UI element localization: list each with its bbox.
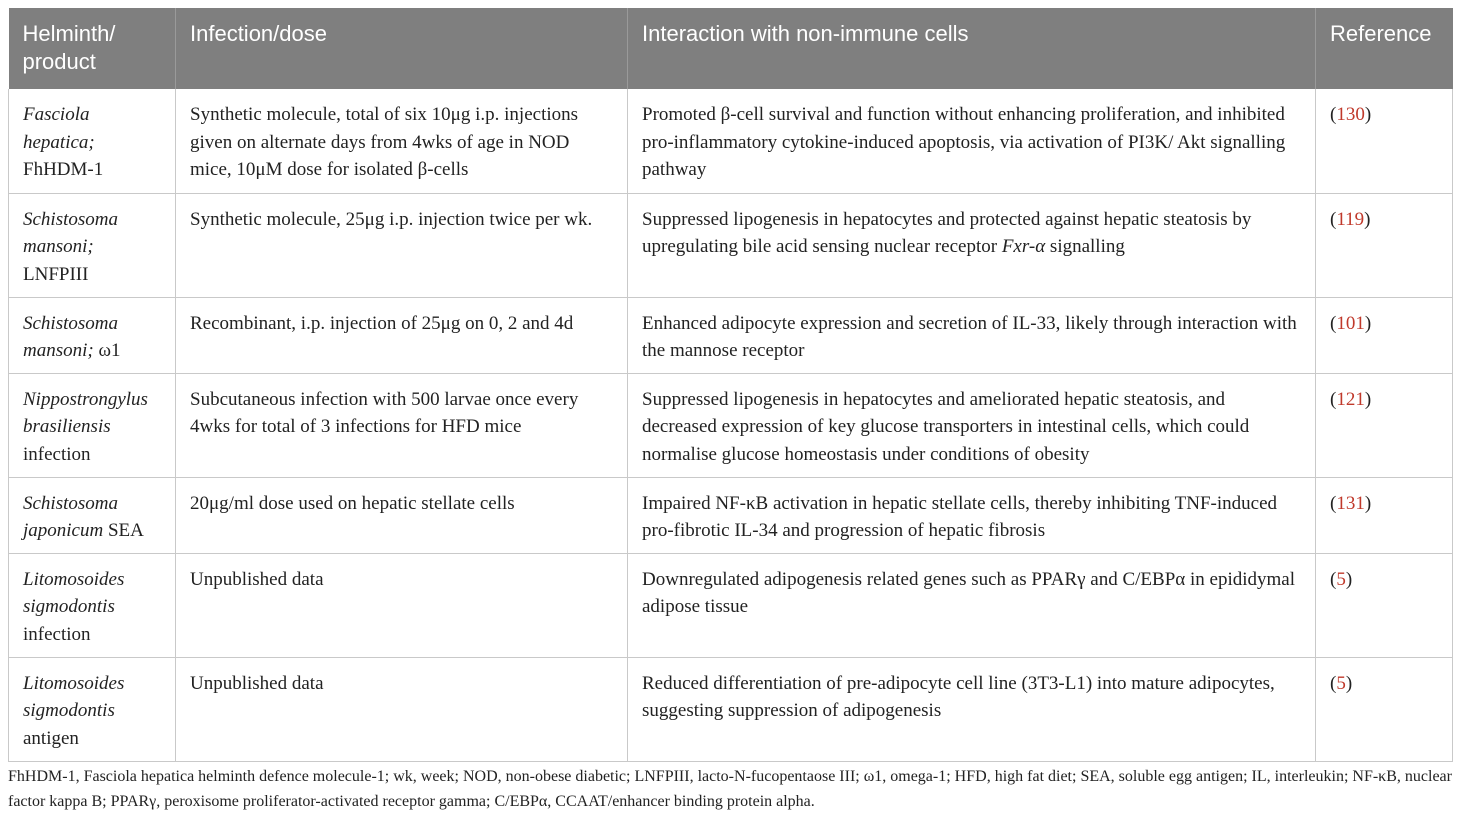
- header-infection-dose: Infection/dose: [176, 8, 628, 89]
- cell-helminth: [9, 553, 176, 657]
- cell-helminth: [9, 297, 176, 373]
- cell-dose: Synthetic molecule, 25μg i.p. injection twice per wk.: [176, 193, 628, 297]
- cell-reference: (121): [1316, 373, 1453, 477]
- table-row: [9, 89, 1453, 193]
- interaction-text: Suppressed lipogenesis in hepatocytes and protected against hepatic steatosis by upregulating bile acid sensing nuclear receptor: [642, 208, 1252, 257]
- cell-reference: (5): [1316, 553, 1453, 657]
- interaction-text-end: signalling: [1045, 236, 1125, 257]
- table-row: [9, 553, 1453, 657]
- cell-interaction: Enhanced adipocyte expression and secretion of IL-33, likely through interaction with the mannose receptor: [628, 297, 1316, 373]
- helminth-species: Fasciola hepatica;: [23, 104, 95, 153]
- table-row: [9, 657, 1453, 761]
- cell-interaction: Promoted β-cell survival and function without enhancing proliferation, and inhibited pro-inflammatory cytokine-induced apoptosis, via activation of PI3K/ Akt signalling pathway: [628, 89, 1316, 193]
- helminth-species: Schistosoma mansoni;: [23, 208, 118, 257]
- cell-dose: Subcutaneous infection with 500 larvae once every 4wks for total of 3 infections for HFD mice: [176, 373, 628, 477]
- cell-dose: Synthetic molecule, total of six 10μg i.p. injections given on alternate days from 4wks of age in NOD mice, 10μM dose for isolated β-cells: [176, 89, 628, 193]
- helminth-product: infection: [23, 443, 91, 465]
- reference-link[interactable]: 130: [1336, 104, 1365, 125]
- reference-link[interactable]: 121: [1336, 388, 1365, 410]
- cell-interaction: Suppressed lipogenesis in hepatocytes and ameliorated hepatic steatosis, and decreased expression of key glucose transporters in intestinal cells, which could normalise glucose homeostasis under conditions of obesity: [628, 373, 1316, 477]
- cell-helminth: [9, 89, 176, 193]
- helminth-product: LNFPIII: [23, 263, 89, 285]
- cell-dose: Unpublished data: [176, 553, 628, 657]
- helminth-species: Schistosoma mansoni;: [23, 312, 118, 361]
- cell-dose: 20μg/ml dose used on hepatic stellate cells: [176, 477, 628, 553]
- reference-link[interactable]: 5: [1336, 568, 1346, 590]
- header-reference: Reference: [1316, 8, 1453, 89]
- helminth-species: Schistosoma japonicum: [23, 492, 118, 541]
- helminth-species: Litomosoides sigmodontis: [23, 568, 125, 617]
- helminth-product: antigen: [23, 727, 79, 749]
- cell-dose: Recombinant, i.p. injection of 25μg on 0, 2 and 4d: [176, 297, 628, 373]
- helminth-product: infection: [23, 623, 91, 645]
- table-row: [9, 193, 1453, 297]
- cell-reference: (119): [1316, 193, 1453, 297]
- cell-reference: (130): [1316, 89, 1453, 193]
- helminth-product: FhHDM-1: [23, 159, 104, 180]
- gene-name: Fxr-α: [1001, 236, 1046, 257]
- table-row: [9, 477, 1453, 553]
- cell-interaction: [628, 193, 1316, 297]
- table-row: [9, 297, 1453, 373]
- cell-helminth: [9, 373, 176, 477]
- reference-link[interactable]: 101: [1336, 312, 1365, 334]
- cell-interaction: Impaired NF-κB activation in hepatic stellate cells, thereby inhibiting TNF-induced pro-fibrotic IL-34 and progression of hepatic fibrosis: [628, 477, 1316, 553]
- cell-helminth: [9, 193, 176, 297]
- reference-link[interactable]: 131: [1336, 492, 1365, 514]
- cell-interaction: Downregulated adipogenesis related genes such as PPARγ and C/EBPα in epididymal adipose tissue: [628, 553, 1316, 657]
- helminth-species: Nippostrongylus brasiliensis: [23, 388, 148, 437]
- cell-reference: (5): [1316, 657, 1453, 761]
- reference-link[interactable]: 5: [1336, 672, 1346, 694]
- cell-reference: (101): [1316, 297, 1453, 373]
- header-interaction: Interaction with non-immune cells: [628, 8, 1316, 89]
- cell-interaction: Reduced differentiation of pre-adipocyte cell line (3T3-L1) into mature adipocytes, suggesting suppression of adipogenesis: [628, 657, 1316, 761]
- helminth-table: [8, 8, 1453, 762]
- table-header-row: [9, 8, 1453, 89]
- reference-link[interactable]: 119: [1336, 208, 1365, 230]
- helminth-product: ω1: [98, 340, 121, 361]
- cell-helminth: [9, 657, 176, 761]
- cell-helminth: [9, 477, 176, 553]
- table-footnote: FhHDM-1, Fasciola hepatica helminth defence molecule-1; wk, week; NOD, non-obese diabetic; LNFPIII, lacto-N-fucopentaose III; ω1, omega-1; HFD, high fat diet; SEA, soluble egg antigen; IL, interleukin; NF-κB, nuclear factor kappa B; PPARγ, peroxisome proliferator-activated receptor gamma; C/EBPα, CCAAT/enhancer binding protein alpha.: [8, 768, 1452, 810]
- helminth-product: SEA: [107, 520, 144, 541]
- cell-dose: Unpublished data: [176, 657, 628, 761]
- table-row: [9, 373, 1453, 477]
- cell-reference: (131): [1316, 477, 1453, 553]
- helminth-species: Litomosoides sigmodontis: [23, 672, 125, 721]
- header-helminth: Helminth/ product: [9, 8, 176, 89]
